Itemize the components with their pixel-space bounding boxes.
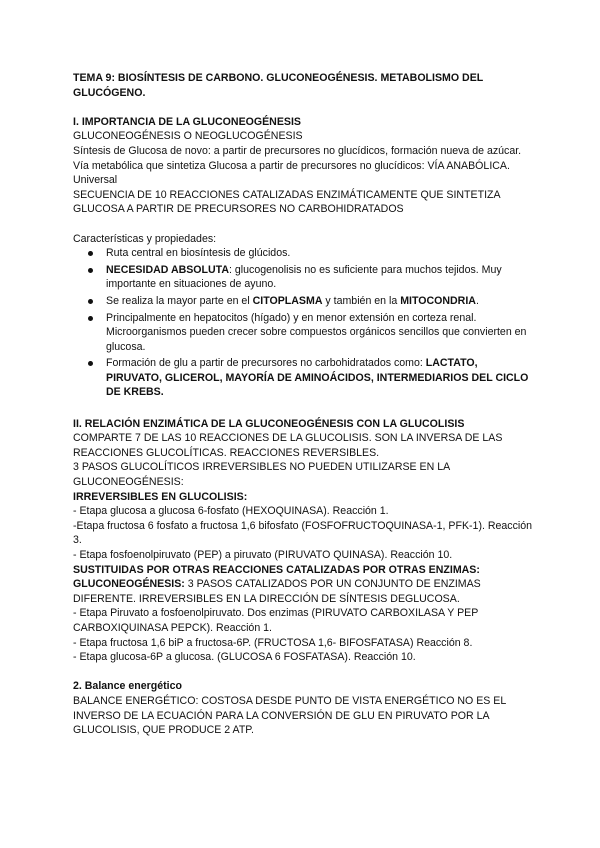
section2-heading: II. RELACIÓN ENZIMÁTICA DE LA GLUCONEOGÉNESIS CON LA GLUCOLISIS [73,417,465,430]
gng-item-1: - Etapa Piruvato a fosfoenolpiruvato. Dos enzimas (PIRUVATO CARBOXILASA Y PEP CARBOXIQUINASA PEPCK). Reacción 1. [73,607,479,634]
section1-line-4: Universal [73,174,118,187]
irreversible-heading: IRREVERSIBLES EN GLUCOLISIS: [73,490,248,503]
features-intro: Características y propiedades: [73,232,217,245]
list-item: Principalmente en hepatocitos (hígado) y en menor extensión en corteza renal. Microorganismos pueden crecer sobre compuestos orgánicos sencillos que convierten en glucosa. [106,311,533,355]
document-body [73,71,533,738]
features-list [73,246,533,400]
irreversible-item-3: - Etapa fosfoenolpiruvato (PEP) a piruvato (PIRUVATO QUINASA). Reacción 10. [73,549,453,561]
document-title: TEMA 9: BIOSÍNTESIS DE CARBONO. GLUCONEOGÉNESIS. METABOLISMO DEL GLUCÓGENO. [73,72,484,99]
list-item: NECESIDAD ABSOLUTA: glucogenolisis no es suficiente para muchos tejidos. Muy importante en situaciones de ayuno. [106,263,533,292]
section1-heading: I. IMPORTANCIA DE LA GLUCONEOGÉNESIS [73,115,301,128]
section1-line-3: Vía metabólica que sintetiza Glucosa a partir de precursores no glucídicos: VÍA ANABÓLICA. [73,159,510,172]
section3-body: BALANCE ENERGÉTICO: COSTOSA DESDE PUNTO DE VISTA ENERGÉTICO NO ES EL INVERSO DE LA ECUACIÓN PARA LA CONVERSIÓN DE GLU EN PIRUVATO POR LA GLUCOLISIS, QUE PRODUCE 2 ATP. [73,694,506,737]
section2-line-2: 3 PASOS GLUCOLÍTICOS IRREVERSIBLES NO PUEDEN UTILIZARSE EN LA GLUCONEOGÉNESIS: [73,461,450,489]
list-item: Se realiza la mayor parte en el CITOPLASMA y también en la MITOCONDRIA. [106,294,533,309]
section1-line-2: Síntesis de Glucosa de novo: a partir de precursores no glucídicos, formación nueva de azúcar. [73,144,522,157]
gng-item-2: - Etapa fructosa 1,6 biP a fructosa-6P. (FRUCTOSA 1,6- BIFOSFATASA) Reacción 8. [73,636,473,649]
gluconeogenesis-summary: GLUCONEOGÉNESIS: 3 PASOS CATALIZADOS POR UN CONJUNTO DE ENZIMAS DIFERENTE. IRREVERSIBLES EN LA DIRECCIÓN DE SÍNTESIS DEGLUCOSA. [73,578,481,605]
section1-line-5: SECUENCIA DE 10 REACCIONES CATALIZADAS ENZIMÁTICAMENTE QUE SINTETIZA GLUCOSA A PARTIR DE PRECURSORES NO CARBOHIDRATADOS [73,188,500,216]
irreversible-item-1: - Etapa glucosa a glucosa 6-fosfato (HEXOQUINASA). Reacción 1. [73,505,389,518]
section2-line-1: COMPARTE 7 DE LAS 10 REACCIONES DE LA GLUCOLISIS. SON LA INVERSA DE LAS REACCIONES GLUCOLÍTICAS. REACCIONES REVERSIBLES. [73,432,503,459]
section1-line-1: GLUCONEOGÉNESIS O NEOGLUCOGÉNESIS [73,130,303,143]
list-item: Ruta central en biosíntesis de glúcidos. [106,246,533,261]
section3-heading: 2. Balance energético [73,680,182,693]
substituted-heading: SUSTITUIDAS POR OTRAS REACCIONES CATALIZADAS POR OTRAS ENZIMAS: [73,563,480,576]
list-item: Formación de glu a partir de precursores no carbohidratados como: LACTATO, PIRUVATO, GLICEROL, MAYORÍA DE AMINOÁCIDOS, INTERMEDIARIOS DEL CICLO DE KREBS. [106,356,533,400]
irreversible-item-2: -Etapa fructosa 6 fosfato a fructosa 1,6 bifosfato (FOSFOFRUCTOQUINASA-1, PFK-1). Reacción 3. [73,519,533,547]
gng-item-3: - Etapa glucosa-6P a glucosa. (GLUCOSA 6 FOSFATASA). Reacción 10. [73,651,416,664]
